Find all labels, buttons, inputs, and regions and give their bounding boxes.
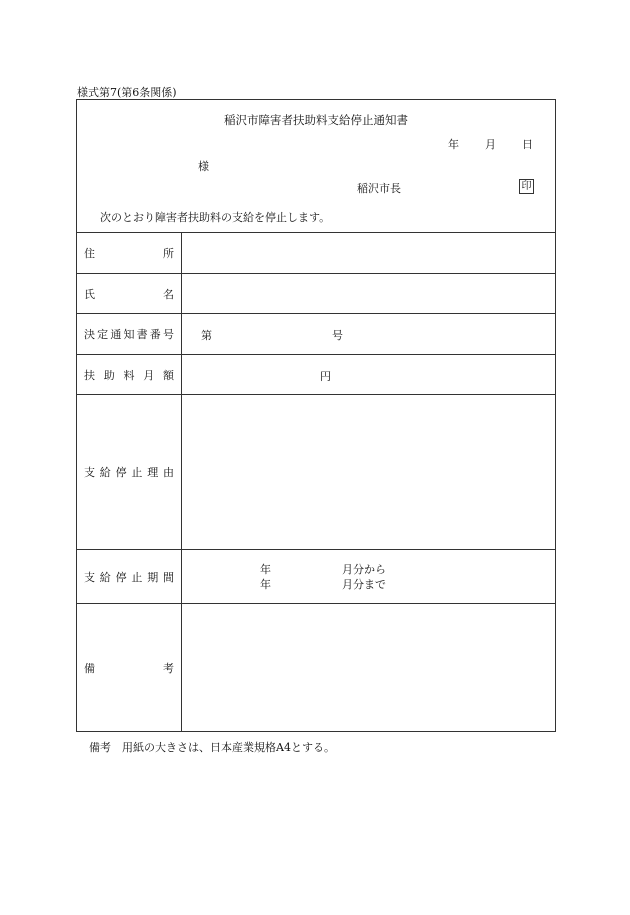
label-char: 助 bbox=[103, 368, 115, 382]
label-char: 止 bbox=[131, 466, 143, 479]
label-char: 支 bbox=[84, 466, 95, 479]
label-char: 知 bbox=[123, 328, 135, 341]
name-label bbox=[77, 274, 182, 313]
decision-number-label bbox=[77, 314, 182, 354]
stop-reason-row bbox=[77, 394, 555, 549]
address-row bbox=[77, 232, 555, 273]
date-day: 日 bbox=[522, 138, 533, 151]
decision-number-field[interactable] bbox=[182, 314, 555, 354]
period-to-text: 月分まで bbox=[342, 578, 386, 591]
stop-period-field[interactable] bbox=[182, 550, 555, 603]
date-line bbox=[448, 136, 533, 152]
label-char: 給 bbox=[99, 570, 111, 584]
remarks-label-b: 考 bbox=[163, 662, 174, 675]
remarks-label bbox=[77, 604, 182, 732]
decision-number-prefix: 第 bbox=[201, 329, 212, 342]
decision-number-row bbox=[77, 313, 555, 354]
remarks-row bbox=[77, 603, 555, 732]
label-char: 月 bbox=[143, 368, 155, 382]
label-char: 扶 bbox=[84, 368, 95, 382]
label-char: 額 bbox=[163, 368, 174, 382]
period-from-text: 月分から bbox=[342, 563, 386, 576]
remarks-label-a: 備 bbox=[84, 662, 95, 675]
stop-reason-field[interactable] bbox=[182, 395, 555, 549]
address-label bbox=[77, 233, 182, 273]
label-char: 料 bbox=[123, 368, 135, 382]
name-label-a: 氏 bbox=[84, 287, 95, 301]
label-char: 番 bbox=[149, 328, 161, 341]
label-char: 決 bbox=[84, 328, 95, 341]
form-number-label: 様式第7(第6条関係) bbox=[77, 86, 177, 99]
name-row bbox=[77, 273, 555, 313]
monthly-amount-label bbox=[77, 355, 182, 394]
date-month: 月 bbox=[485, 138, 496, 151]
monthly-amount-unit: 円 bbox=[320, 370, 331, 383]
label-char: 号 bbox=[162, 328, 174, 341]
remarks-field[interactable] bbox=[182, 604, 555, 732]
label-char: 支 bbox=[84, 570, 95, 584]
footer-note: 備考 用紙の大きさは、日本産業規格A4とする。 bbox=[89, 741, 335, 754]
form-title: 稲沢市障害者扶助料支給停止通知書 bbox=[224, 113, 408, 127]
label-char: 止 bbox=[131, 570, 143, 584]
stop-period-label bbox=[77, 550, 182, 603]
address-field[interactable] bbox=[182, 233, 555, 273]
notice-form bbox=[76, 99, 556, 732]
label-char: 定 bbox=[97, 328, 109, 341]
monthly-amount-field[interactable] bbox=[182, 355, 555, 394]
label-char: 停 bbox=[115, 466, 127, 479]
date-year: 年 bbox=[448, 138, 459, 151]
label-char: 停 bbox=[115, 570, 127, 584]
label-char: 間 bbox=[162, 570, 174, 584]
label-char: 通 bbox=[110, 328, 122, 341]
stop-period-row bbox=[77, 549, 555, 603]
period-to-year: 年 bbox=[260, 578, 271, 591]
name-label-b: 名 bbox=[163, 287, 174, 301]
recipient-suffix: 様 bbox=[198, 160, 209, 173]
label-char: 由 bbox=[162, 466, 174, 479]
label-char: 理 bbox=[147, 466, 159, 479]
address-label-a: 住 bbox=[84, 247, 95, 260]
decision-number-suffix: 号 bbox=[332, 329, 343, 342]
period-from-year: 年 bbox=[260, 563, 271, 576]
name-field[interactable] bbox=[182, 274, 555, 313]
address-label-b: 所 bbox=[163, 247, 174, 260]
label-char: 書 bbox=[136, 328, 148, 341]
issuer-mayor: 稲沢市長 bbox=[357, 182, 401, 195]
monthly-amount-row bbox=[77, 354, 555, 394]
label-char: 期 bbox=[147, 570, 159, 584]
stop-reason-label bbox=[77, 395, 182, 549]
seal-mark: 印 bbox=[519, 179, 534, 194]
label-char: 給 bbox=[99, 466, 111, 479]
notice-text: 次のとおり障害者扶助料の支給を停止します。 bbox=[100, 211, 331, 224]
